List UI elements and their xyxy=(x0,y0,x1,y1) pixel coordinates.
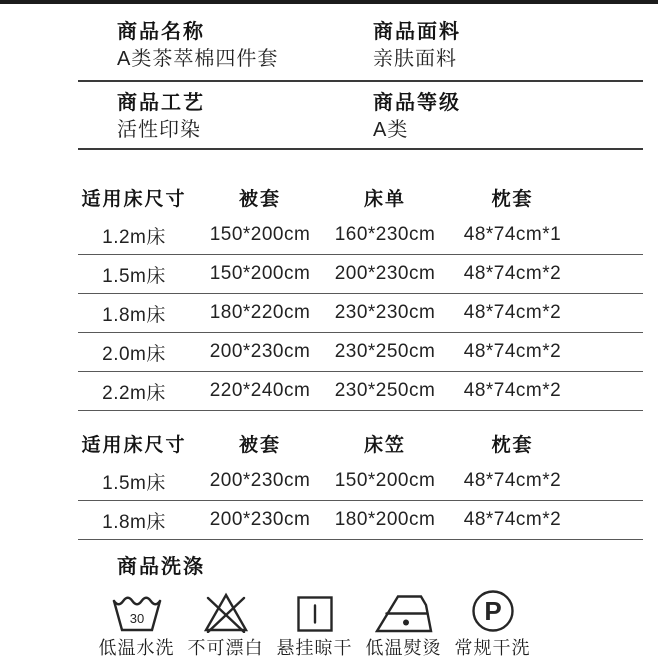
size-cell: 1.8m床 xyxy=(102,304,166,326)
size-cell: 150*200cm xyxy=(209,224,311,245)
size-cell: 1.8m床 xyxy=(102,511,166,533)
size-cell: 150*200cm xyxy=(334,470,436,491)
iron-low-temp-icon xyxy=(375,589,433,633)
info-section-craft-grade xyxy=(78,82,643,150)
washing-section xyxy=(78,554,643,660)
size-cell: 150*200cm xyxy=(209,263,311,284)
size-cell: 160*230cm xyxy=(334,224,436,245)
info-field-grade xyxy=(373,90,643,144)
size-cell: 48*74cm*2 xyxy=(463,509,562,530)
washing-item-dry-clean xyxy=(448,589,537,660)
size-cell: 200*230cm xyxy=(209,470,311,491)
size-cell: 230*230cm xyxy=(334,302,436,323)
product-name-label: 商品名称 xyxy=(117,21,205,43)
size-cell: 180*200cm xyxy=(334,509,436,530)
washing-title: 商品洗涤 xyxy=(117,556,205,578)
size-cell: 48*74cm*2 xyxy=(463,341,562,362)
craft-value: 活性印染 xyxy=(117,119,201,141)
table-row xyxy=(78,216,643,255)
table-row xyxy=(78,501,643,540)
size-cell: 1.5m床 xyxy=(102,472,166,494)
grade-value: A类 xyxy=(373,119,409,141)
size-cell: 48*74cm*2 xyxy=(463,263,562,284)
do-not-bleach-icon xyxy=(203,589,249,633)
content-area xyxy=(78,4,643,660)
washing-label: 不可漂白 xyxy=(187,638,264,658)
info-field-fabric xyxy=(373,19,643,73)
size-cell: 230*250cm xyxy=(334,341,436,362)
svg-text:P: P xyxy=(483,596,502,626)
size-cell: 180*220cm xyxy=(209,302,311,323)
washing-item-hang-dry xyxy=(270,589,359,660)
size-cell: 1.2m床 xyxy=(102,226,166,248)
size-cell: 48*74cm*1 xyxy=(463,224,562,245)
size-cell: 200*230cm xyxy=(209,341,311,362)
size-cell: 200*230cm xyxy=(209,509,311,530)
grade-label: 商品等级 xyxy=(373,92,461,114)
svg-text:30: 30 xyxy=(129,611,144,626)
col-header-fitted-sheet: 床笠 xyxy=(363,435,406,456)
size-cell: 48*74cm*2 xyxy=(463,470,562,491)
table-row xyxy=(78,333,643,372)
col-header-pillowcase: 枕套 xyxy=(491,435,534,456)
size-cell: 1.5m床 xyxy=(102,265,166,287)
size-cell: 48*74cm*2 xyxy=(463,302,562,323)
table-header-row xyxy=(78,179,643,216)
table-header-row xyxy=(78,425,643,462)
wash-low-temp-icon xyxy=(111,589,163,633)
washing-item-no-bleach xyxy=(181,589,270,660)
col-header-flat-sheet: 床单 xyxy=(363,189,406,210)
size-cell: 220*240cm xyxy=(209,380,311,401)
table-row xyxy=(78,462,643,501)
product-name-value: A类茶萃棉四件套 xyxy=(117,48,279,70)
washing-label: 低温水洗 xyxy=(98,638,175,658)
size-cell: 200*230cm xyxy=(334,263,436,284)
size-cell: 230*250cm xyxy=(334,380,436,401)
info-field-craft xyxy=(117,90,373,144)
col-header-bed-size: 适用床尺寸 xyxy=(81,189,187,210)
col-header-duvet-cover: 被套 xyxy=(238,435,281,456)
washing-label: 悬挂晾干 xyxy=(276,638,353,658)
fabric-value: 亲肤面料 xyxy=(373,48,457,70)
info-field-product-name xyxy=(117,19,373,73)
washing-item-low-temp-wash xyxy=(92,589,181,660)
washing-label: 低温熨烫 xyxy=(365,638,442,658)
col-header-bed-size: 适用床尺寸 xyxy=(81,435,187,456)
hang-dry-icon xyxy=(296,589,334,633)
washing-item-iron-low xyxy=(359,589,448,660)
fabric-label: 商品面料 xyxy=(373,21,461,43)
table-row xyxy=(78,372,643,411)
table-row xyxy=(78,294,643,333)
washing-icons-row xyxy=(78,589,643,660)
col-header-duvet-cover: 被套 xyxy=(238,189,281,210)
size-cell: 2.2m床 xyxy=(102,382,166,404)
table-row xyxy=(78,255,643,294)
washing-label: 常规干洗 xyxy=(454,638,531,658)
size-cell: 48*74cm*2 xyxy=(463,380,562,401)
col-header-pillowcase: 枕套 xyxy=(491,189,534,210)
craft-label: 商品工艺 xyxy=(117,92,205,114)
size-table-fitted xyxy=(78,425,643,540)
size-table-sheet xyxy=(78,179,643,411)
dry-clean-icon xyxy=(471,589,515,633)
size-cell: 2.0m床 xyxy=(102,343,166,365)
info-section-name-fabric xyxy=(78,4,643,82)
